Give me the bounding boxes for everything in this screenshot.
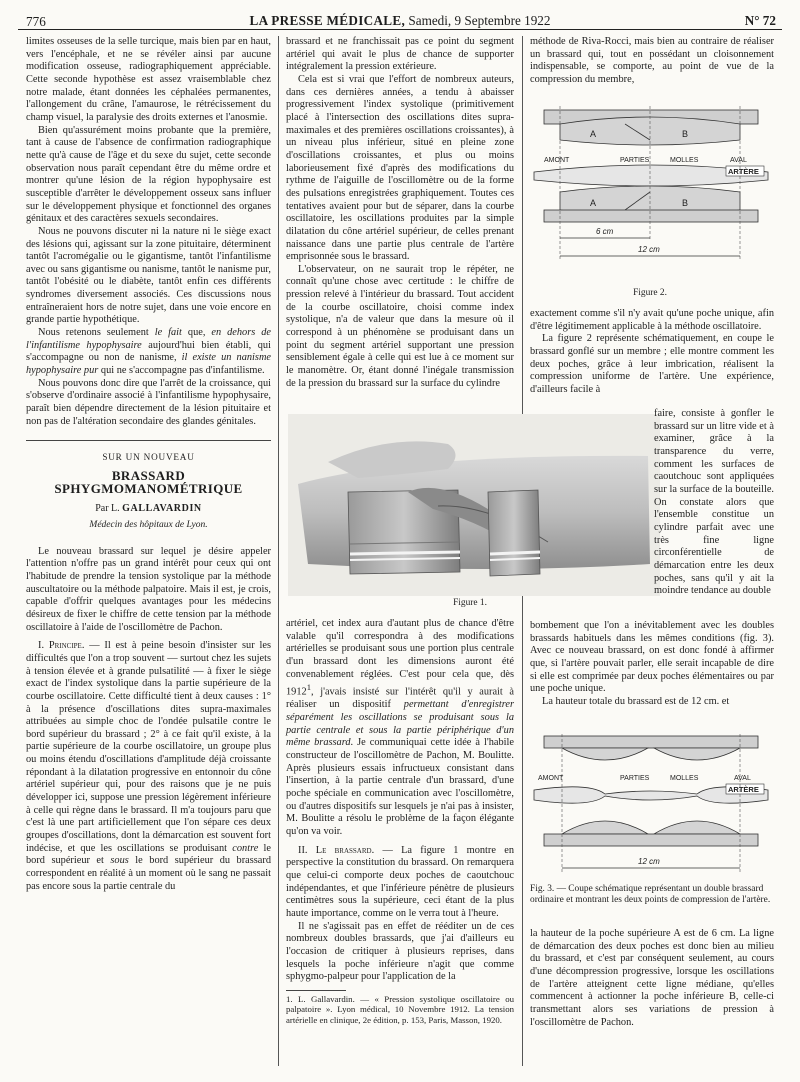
pocket-upper-left [562,748,648,760]
paragraph: Il ne s'agissait pas en effet de rééditer un de ces nombreux doubles brassards, que j'ai d'ailleurs eu l'occasion de critiquer à plusieurs reprises, dans lesquels la poche inférieure n'agit que comme sphygmo-palpeur pour l'application de la [286,920,514,983]
pocket-upper-right [654,748,740,760]
svg-text:ARTÈRE: ARTÈRE [728,785,759,794]
issue-number: N° 72 [744,13,776,28]
figure-3-caption: Fig. 3. — Coupe schématique représentant un double brassard ordinaire et montrant les deux points de compression de l'artère. [530,884,771,905]
figure-3 [530,732,774,882]
paragraph: exactement comme s'il n'y avait qu'une poche unique, afin d'être légitimement applicable à la méthode oscillatoire. [530,308,774,332]
section-brassard: II. Le brassard. — La figure 1 montre en perspective la constitution du brassard. On remarquera que celui-ci comporte deux poches de caoutchouc indépendantes, et que l'inférieure pénètre de plusieurs centimètres sous la supérieure, ceci étant de la plus haute importance, comme on le verra tout à l'heure. [286,844,514,919]
column-1 [26,36,271,893]
label-12cm: 12 cm [638,245,660,254]
label-artere: ARTÈRE [728,167,759,176]
column-2-continued [286,618,514,1025]
column-rule-left [278,36,279,1066]
section-principe: I. Principe. — Il est à peine besoin d'insister sur les difficultés que l'on a trop souvent — surtout chez les sujets à tension élevée et à grande pulsatilité — à fixer le siège exact de l'index systolique dans la partie supérieure de la courbe oscillatoire. Cette difficulté tient à deux causes : 1° à la présence d'oscillations dites supra-maximales attribuées au simple choc de l'ondée pulsatile contre le bord supérieur du brassard ; 2° à ce fait qu'il existe, à la partie supérieure de la courbe oscillatoire, un groupe plus ou moins étendu d'oscillations d'amplitude déjà croissante répondant à la dilatation progressive en entonnoir du cône artériel supérieur qui, pour des raisons que je ne puis développer ici, suppose une pression légèrement inférieure à celle qui règne dans le brassard. Il m'a toujours paru que c'est là une part artificiellement que l'on sépare ces deux groupes d'oscillations, dont la démarcation est souvent fort indécise, et que les oscillations se produisant contre le bord supérieur et sous le bord supérieur du brassard correspondent en réalité à un moment où le sang ne passait pas encore sous la partie centrale du [26,640,272,892]
svg-text:B: B [682,198,689,208]
page-header [18,12,782,30]
pocket-lower-right [654,821,740,834]
pocket-lower-left [562,821,648,834]
column-3-middle [530,308,774,397]
figure-1-caption: Figure 1. [453,598,487,608]
issue-date: Samedi, 9 Septembre 1922 [408,13,551,28]
svg-text:MOLLES: MOLLES [670,775,699,782]
paragraph: L'observateur, on ne saurait trop le répéter, ne connaît qu'une chose avec certitude : le chiffre de pression relevé à l'intérieur du brassard. Tout accident de la courbe oscillatoire, choisi comme index systolique, n'a de valeur que dans la mesure où il correspond à un phénomène se produisant dans un point du segment artériel supportant une pression sensiblement égale à celle qui est lue à ce moment sur le manomètre. Or, étant donné l'inégale transmission de la pression du brassard sur la surface du cylindre [286,263,514,389]
article-title: BRASSARD SPHYGMOMANOMÉTRIQUE [54,468,243,496]
paragraph: méthode de Riva-Rocci, mais bien au contraire de réaliser un brassard qui, tout en possédant un cloisonnement indispensable, se comporte, au point de vue de la compression du membre, [530,36,774,85]
column-3-bottom [530,928,774,1029]
paragraph: Bien qu'assurément moins probante que la première, tant à cause de l'absence de confirmation radiographique nette qu'à cause de l'âge et du sexe du sujet, cette seconde observation nous paraît cependant être du même ordre et montrer qu'une lésion de la région hypophysaire est susceptible d'arrêter le développement osseux sans influer sur le développement physique et fonctionnel des organes génitaux et des caractères sexuels secondaires. [26,124,271,225]
svg-text:AMONT: AMONT [538,775,564,782]
paragraph: Nous retenons seulement le fait que, en dehors de l'infantilisme hypophysaire aujourd'hui bien établi, qui s'accompagne ou non de nanisme, il existe un nanisme hypophysaire pur qui ne s'accompagne pas d'infantilisme. [26,327,272,377]
figure-1 [288,414,660,596]
paragraph: Nous pouvons donc dire que l'arrêt de la croissance, qui s'observe d'ordinaire associé à l'infantilisme hypophysaire, paraît bien dépendre directement de la lésion pituitaire et non pas de l'altération secondaire des glandes génitales. [26,377,271,427]
column-3-lower [530,620,774,709]
paragraph: Nous ne pouvons discuter ni la nature ni le siège exact des lésions qui, agissant sur la zone pituitaire, déterminent tantôt l'acromégalie ou le gigantisme, tantôt l'infantilisme avec ou sans gigantisme ou nanisme, tantôt le nanisme pur, tantôt l'obésité ou le diabète, tantôt enfin ces différents syndromes diversement associés. Ces discussions nous entraîneraient hors de notre sujet, dans une voie encore en grande partie hypothétique. [26,225,271,326]
paragraph: la hauteur de la poche supérieure A est de 6 cm. La ligne de démarcation des deux poches est donc bien au milieu du brassard, et c'est par conséquent seulement, au cours d'une décompression progressive, lorsque les oscillations de l'artère atteignent cette ligne médiane, qu'elles commencent à actionner la poche inférieure B, celle-ci transmettant alors ses variations de pression à l'oscillomètre de Pachon. [530,928,774,1028]
article-separator [26,440,271,441]
label-b: B [682,129,689,139]
label-6cm: 6 cm [596,227,614,236]
column-3 [530,36,774,87]
paragraph: brassard et ne franchissait pas ce point du segment artériel qui avait le plus de chance de supporter intégralement la pression extérieure. [286,36,514,73]
figure-2-caption: Figure 2. [633,288,667,298]
label-parties: PARTIES [620,157,650,164]
label-amont: AMONT [544,157,570,164]
label-aval: AVAL [730,157,747,164]
article-author: Par L. GALLAVARDIN [95,503,202,515]
section-heading: I. Principe. [38,640,85,652]
svg-text:12 cm: 12 cm [638,857,660,866]
wrapped-paragraph: faire, consiste à gonfler le brassard sur un litre vide et à examiner, grâce à la transparence du verre, comment les surfaces de caoutchouc sont appliquées sur la surface de la bouteille. On constate alors que l'ensemble constitue un cylindre parfait avec une très fine ligne circonférentielle de démarcation entre les deux poches, sans qu'il y ait la moindre tendance au double [654,408,774,597]
paragraph: La figure 2 représente schématiquement, en coupe le brassard gonflé sur un membre ; elle montre comment les deux poches, grâce à leur imbrication, réalisent la compression uniforme de l'artère. Une expérience, d'ailleurs facile à [530,333,774,395]
svg-text:A: A [590,198,597,208]
figure-2 [530,100,774,286]
section-heading: II. Le brassard. [298,844,375,856]
paragraph: limites osseuses de la selle turcique, mais bien par en haut, vers l'encéphale, et ne se révéler ainsi par aucune modification osseuse, radiographiquement appréciable. Cette seconde hypothèse est assez vraisemblable chez notre malade, étant données les céphalées permanentes, l'allongement du crâne, l'amaurose, le rétrécissement du champ visuel, la paralysie des droits externes et l'anosmie. [26,36,271,123]
label-a: A [590,129,597,139]
svg-text:AVAL: AVAL [734,775,751,782]
author-affiliation: Médecin des hôpitaux de Lyon. [89,519,208,530]
arm-with-cuff-illustration [288,414,660,596]
footnote-separator [286,990,346,991]
paragraph: Cela est si vrai que l'effort de nombreux auteurs, dans ces dernières années, a tendu à abaisser progressivement l'index systolique (primitivement placé à l'intersection des oscillations dites supra-maximales et des premières oscillations croissantes), à un niveau plus inférieur, situé en pleine zone d'oscillations croissantes, et plus ou moins laborieusement fixé d'après des modifications du rythme de l'aiguille de l'oscillomètre ou de la forme des pulsations enregistrées graphiquement. Toutes ces tentatives avaient pour but de séparer, dans la courbe oscillatoire, les oscillations produites par la simple dilatation du cône artériel supérieur, de celles prenant naissance dans une partie plus centrale de l'artère emprisonnée sous le brassard. [286,73,514,263]
paragraph: artériel, cet index aura d'autant plus de chance d'être valable qu'il correspondra à des modifications artérielles se produisant sous une portion plus centrale d'un brassard dont les dimensions auront été convenablement réglées. C'est pour cela que, dès 1912$^1$, j'avais insisté sur l'intérêt qu'il y aurait à réaliser un dispositif permettant d'enregistrer séparément les oscillations se produisant sous la partie centrale et sous la partie périphérique d'un même brassard. Je communiquai cette idée à l'habile constructeur de l'oscillomètre de Pachon, M. Boulitte. Après plusieurs essais infructueux consistant dans l'insertion, à la partie centrale d'un brassard, d'une poche spéciale en communication avec l'oscillomètre, ou d'autres dispositifs sur lesquels je n'ai pas à insister, M. Boulitte a résolu le problème de la façon élégante qu'on va voir. [286,618,515,837]
article-supertitle: SUR UN NOUVEAU [102,452,195,463]
paragraph: Le nouveau brassard sur lequel je désire appeler l'attention n'offre pas un grand intérêt pour ceux qui ont l'habitude de prendre la tension systolique par la méthode auscultatoire ou la méthode palpatoire. Mais il est, je crois, capable d'offrir quelques avantages pour les médecins désireux de fixer le chiffre de cette tension par la méthode oscillatoire à l'aide de l'oscillomètre de Pachon. [26,545,271,633]
paragraph: La hauteur totale du brassard est de 12 cm. et [542,695,730,707]
column-2 [286,36,514,390]
paragraph: bombement que l'on a inévitablement avec les doubles brassards habituels dans les mêmes conditions (fig. 3). Avec ce nouveau brassard, on est donc fondé à affirmer que, si l'artère pouvait parler, elle serait incapable de dire si elle est comprimée par deux poches élémentaires ou par une poche unique. [530,620,774,695]
label-molles: MOLLES [670,157,699,164]
article-title-block [26,451,271,531]
footnote: 1. L. Gallavardin. — « Pression systolique oscillatoire ou palpatoire ». Lyon médical, 10 Novembre 1912. La tension artérielle en clinique, 2e édition, p. 153, Paris, Masson, 1920. [286,993,514,1025]
journal-title [18,13,782,29]
journal-name: LA PRESSE MÉDICALE, [249,13,406,28]
svg-text:PARTIES: PARTIES [620,775,650,782]
page-number: 776 [26,14,46,29]
cuff-shell-bottom [544,210,758,222]
